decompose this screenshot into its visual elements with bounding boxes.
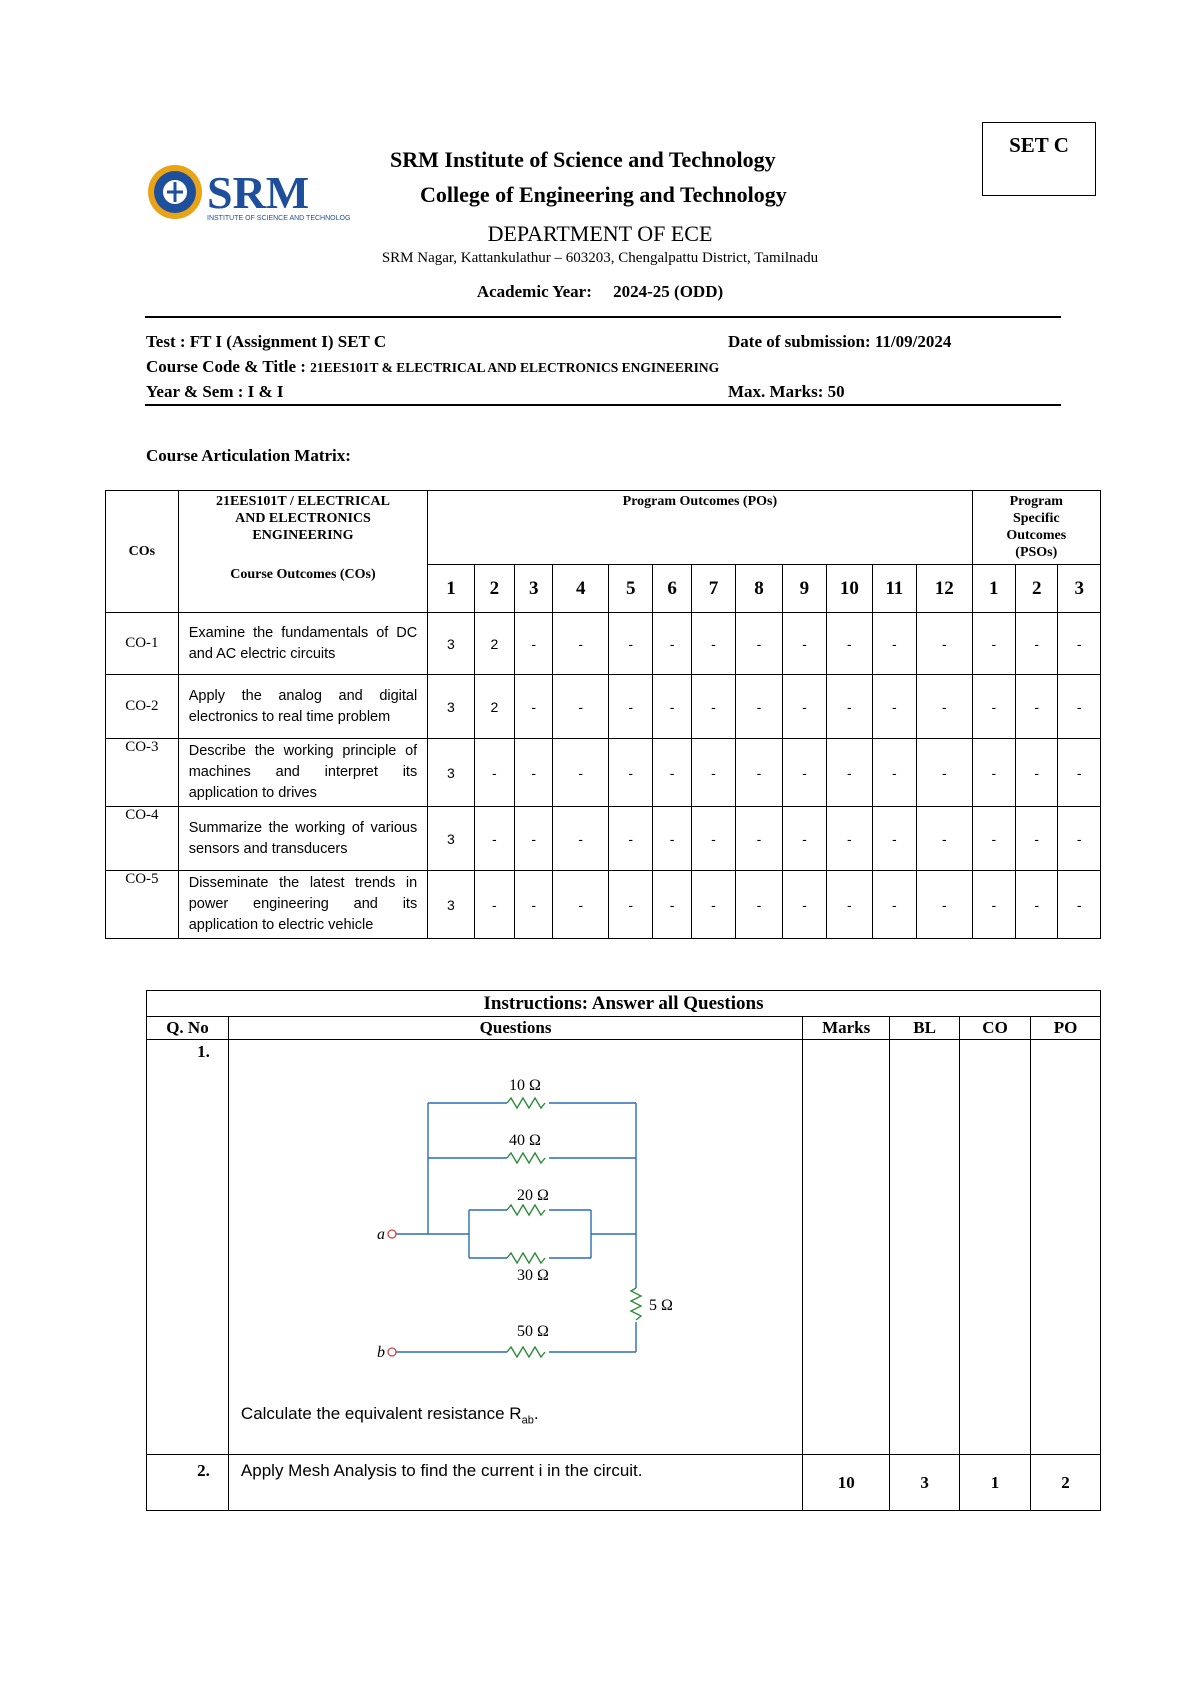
mapping-value: - bbox=[1058, 613, 1101, 675]
mapping-value: 3 bbox=[428, 807, 474, 871]
circuit-diagram bbox=[229, 1040, 804, 1400]
college-name: College of Engineering and Technology bbox=[420, 182, 787, 207]
mapping-value: 2 bbox=[474, 613, 514, 675]
mapping-value: - bbox=[1015, 675, 1057, 739]
question-2-text: Apply Mesh Analysis to find the current i in the circuit. bbox=[228, 1455, 802, 1511]
qno-header: Q. No bbox=[147, 1017, 229, 1040]
node-a-label: a bbox=[376, 1226, 385, 1243]
mapping-value: - bbox=[1058, 675, 1101, 739]
mapping-value: - bbox=[1058, 807, 1101, 871]
pso-header: Program Specific Outcomes (PSOs) bbox=[972, 491, 1100, 565]
mapping-value: 3 bbox=[428, 675, 474, 739]
mapping-value: - bbox=[515, 739, 553, 807]
mapping-value: - bbox=[553, 871, 609, 939]
mapping-value: - bbox=[917, 613, 973, 675]
co-description: Summarize the working of various sensors and transducers bbox=[178, 807, 428, 871]
mapping-value: - bbox=[736, 807, 782, 871]
address: SRM Nagar, Kattankulathur – 603203, Chengalpattu District, Tamilnadu bbox=[381, 250, 819, 266]
po-number: 3 bbox=[515, 565, 553, 613]
mapping-value: 3 bbox=[428, 613, 474, 675]
po-header: Program Outcomes (POs) bbox=[428, 491, 972, 565]
mapping-value: - bbox=[553, 739, 609, 807]
matrix-row bbox=[106, 613, 1101, 675]
question-row-1 bbox=[147, 1040, 1101, 1455]
q2-co: 1 bbox=[960, 1455, 1031, 1511]
mapping-value: - bbox=[972, 807, 1015, 871]
cos-header: COs bbox=[106, 491, 179, 613]
mapping-value: - bbox=[515, 675, 553, 739]
mapping-value: - bbox=[653, 739, 691, 807]
mapping-value: - bbox=[1015, 871, 1057, 939]
question-number: 2. bbox=[147, 1455, 229, 1511]
mapping-value: - bbox=[782, 807, 826, 871]
po-number: 2 bbox=[474, 565, 514, 613]
q2-bl: 3 bbox=[890, 1455, 960, 1511]
mapping-value: - bbox=[1058, 871, 1101, 939]
course-header bbox=[178, 491, 428, 613]
mapping-value: - bbox=[736, 739, 782, 807]
co-header: CO bbox=[960, 1017, 1031, 1040]
pso-number: 3 bbox=[1058, 565, 1101, 613]
mapping-value: - bbox=[553, 613, 609, 675]
logo-subtext: INSTITUTE OF SCIENCE AND TECHNOLOGY bbox=[207, 215, 350, 222]
question-row-2 bbox=[147, 1455, 1101, 1511]
mapping-value: - bbox=[474, 807, 514, 871]
divider-bottom bbox=[145, 404, 1061, 406]
course-value: 21EES101T & ELECTRICAL AND ELECTRONICS ENGINEERING bbox=[310, 360, 720, 375]
question-1-main: Calculate the equivalent resistance R bbox=[240, 1404, 522, 1423]
mapping-value: - bbox=[653, 613, 691, 675]
co-description: Disseminate the latest trends in power engineering and its application to electric vehicle bbox=[178, 871, 428, 939]
mapping-value: - bbox=[782, 675, 826, 739]
course-outcomes-header: Course Outcomes (COs) bbox=[230, 567, 376, 582]
co-label: CO-1 bbox=[106, 613, 179, 675]
mapping-value: - bbox=[782, 871, 826, 939]
mapping-value: - bbox=[972, 675, 1015, 739]
resistor-50-label: 50 Ω bbox=[516, 1323, 549, 1340]
mapping-value: - bbox=[827, 675, 872, 739]
mapping-value: - bbox=[515, 871, 553, 939]
co-label: CO-5 bbox=[106, 871, 179, 939]
question-1-tail: . bbox=[533, 1404, 539, 1423]
mapping-value: - bbox=[691, 871, 735, 939]
resistor-40-label: 40 Ω bbox=[508, 1132, 541, 1149]
mapping-value: - bbox=[917, 871, 973, 939]
q2-po: 2 bbox=[1031, 1455, 1101, 1511]
mapping-value: - bbox=[653, 807, 691, 871]
mapping-value: - bbox=[917, 739, 973, 807]
mapping-value: - bbox=[872, 871, 916, 939]
co-label: CO-2 bbox=[106, 675, 179, 739]
mapping-value: - bbox=[872, 675, 916, 739]
question-text-cell bbox=[228, 1040, 802, 1455]
po-number: 7 bbox=[691, 565, 735, 613]
mapping-value: - bbox=[917, 807, 973, 871]
po-number: 1 bbox=[428, 565, 474, 613]
co-description: Examine the fundamentals of DC and AC electric circuits bbox=[178, 613, 428, 675]
mapping-value: - bbox=[972, 871, 1015, 939]
co-description: Describe the working principle of machines and interpret its application to drives bbox=[178, 739, 428, 807]
mapping-value: - bbox=[827, 613, 872, 675]
mapping-value: - bbox=[691, 739, 735, 807]
mapping-value: - bbox=[1015, 613, 1057, 675]
po-number: 8 bbox=[736, 565, 782, 613]
mapping-value: - bbox=[553, 675, 609, 739]
po-number: 4 bbox=[553, 565, 609, 613]
mapping-value: - bbox=[736, 613, 782, 675]
set-label: SET C bbox=[982, 122, 1096, 196]
mapping-value: - bbox=[827, 739, 872, 807]
mapping-value: - bbox=[691, 613, 735, 675]
mapping-value: - bbox=[515, 613, 553, 675]
academic-year-label: Academic Year: bbox=[476, 282, 592, 301]
mapping-value: - bbox=[1058, 739, 1101, 807]
mapping-value: - bbox=[1015, 739, 1057, 807]
mapping-value: - bbox=[736, 871, 782, 939]
q1-po bbox=[1031, 1040, 1101, 1455]
resistor-30-label: 30 Ω bbox=[516, 1267, 549, 1284]
mapping-value: - bbox=[691, 675, 735, 739]
q1-co bbox=[960, 1040, 1031, 1455]
po-number: 6 bbox=[653, 565, 691, 613]
mapping-value: - bbox=[608, 871, 652, 939]
submission-date: Date of submission: 11/09/2024 bbox=[728, 332, 952, 351]
mapping-value: - bbox=[782, 739, 826, 807]
mapping-value: - bbox=[827, 807, 872, 871]
mapping-value: - bbox=[653, 871, 691, 939]
co-label: CO-4 bbox=[106, 807, 179, 871]
po-number: 9 bbox=[782, 565, 826, 613]
max-marks: Max. Marks: 50 bbox=[728, 382, 845, 401]
logo-text: SRM bbox=[207, 167, 310, 218]
q1-marks bbox=[803, 1040, 890, 1455]
po-number: 11 bbox=[872, 565, 916, 613]
matrix-row bbox=[106, 807, 1101, 871]
co-description: Apply the analog and digital electronics to real time problem bbox=[178, 675, 428, 739]
bl-header: BL bbox=[890, 1017, 960, 1040]
mapping-value: - bbox=[872, 807, 916, 871]
test-title: Test : FT I (Assignment I) SET C bbox=[146, 332, 387, 351]
articulation-matrix bbox=[105, 490, 1101, 939]
instructions: Instructions: Answer all Questions bbox=[147, 991, 1101, 1017]
mapping-value: - bbox=[736, 675, 782, 739]
mapping-value: - bbox=[972, 739, 1015, 807]
mapping-value: 2 bbox=[474, 675, 514, 739]
course-label: Course Code & Title : bbox=[146, 357, 311, 376]
mapping-value: 3 bbox=[428, 739, 474, 807]
q2-marks: 10 bbox=[803, 1455, 890, 1511]
resistor-10-label: 10 Ω bbox=[508, 1077, 541, 1094]
mapping-value: - bbox=[608, 675, 652, 739]
academic-year bbox=[300, 282, 900, 302]
question-1-subscript: ab bbox=[521, 1414, 534, 1427]
co-label: CO-3 bbox=[106, 739, 179, 807]
mapping-value: - bbox=[515, 807, 553, 871]
matrix-row bbox=[106, 871, 1101, 939]
matrix-row bbox=[106, 675, 1101, 739]
pso-number: 1 bbox=[972, 565, 1015, 613]
mapping-value: - bbox=[608, 807, 652, 871]
matrix-title: Course Articulation Matrix: bbox=[146, 446, 351, 465]
mapping-value: 3 bbox=[428, 871, 474, 939]
po-number: 10 bbox=[827, 565, 872, 613]
mapping-value: - bbox=[474, 871, 514, 939]
mapping-value: - bbox=[872, 739, 916, 807]
mapping-value: - bbox=[827, 871, 872, 939]
mapping-value: - bbox=[782, 613, 826, 675]
mapping-value: - bbox=[1015, 807, 1057, 871]
mapping-value: - bbox=[653, 675, 691, 739]
pso-number: 2 bbox=[1015, 565, 1057, 613]
matrix-row bbox=[106, 739, 1101, 807]
year-sem: Year & Sem : I & I bbox=[146, 382, 284, 401]
mapping-value: - bbox=[872, 613, 916, 675]
course-title-header: 21EES101T / ELECTRICAL AND ELECTRONICS ENGINEERING bbox=[215, 494, 390, 543]
mapping-value: - bbox=[474, 739, 514, 807]
po-number: 5 bbox=[608, 565, 652, 613]
question-number: 1. bbox=[147, 1040, 229, 1455]
institute-name: SRM Institute of Science and Technology bbox=[390, 147, 776, 172]
q1-bl bbox=[890, 1040, 960, 1455]
questions-table bbox=[146, 990, 1101, 1511]
node-b-label: b bbox=[376, 1344, 385, 1361]
mapping-value: - bbox=[691, 807, 735, 871]
mapping-value: - bbox=[608, 739, 652, 807]
mapping-value: - bbox=[553, 807, 609, 871]
mapping-value: - bbox=[608, 613, 652, 675]
course-code-title bbox=[146, 357, 719, 377]
marks-header: Marks bbox=[803, 1017, 890, 1040]
department-name: DEPARTMENT OF ECE bbox=[487, 221, 713, 246]
mapping-value: - bbox=[917, 675, 973, 739]
divider-top bbox=[145, 316, 1061, 318]
question-header: Questions bbox=[228, 1017, 802, 1040]
resistor-5-label: 5 Ω bbox=[648, 1297, 673, 1314]
question-1-text bbox=[241, 1404, 539, 1426]
academic-year-value: 2024-25 (ODD) bbox=[613, 282, 724, 301]
mapping-value: - bbox=[972, 613, 1015, 675]
resistor-20-label: 20 Ω bbox=[516, 1187, 549, 1204]
po-number: 12 bbox=[917, 565, 973, 613]
po-header-q: PO bbox=[1031, 1017, 1101, 1040]
